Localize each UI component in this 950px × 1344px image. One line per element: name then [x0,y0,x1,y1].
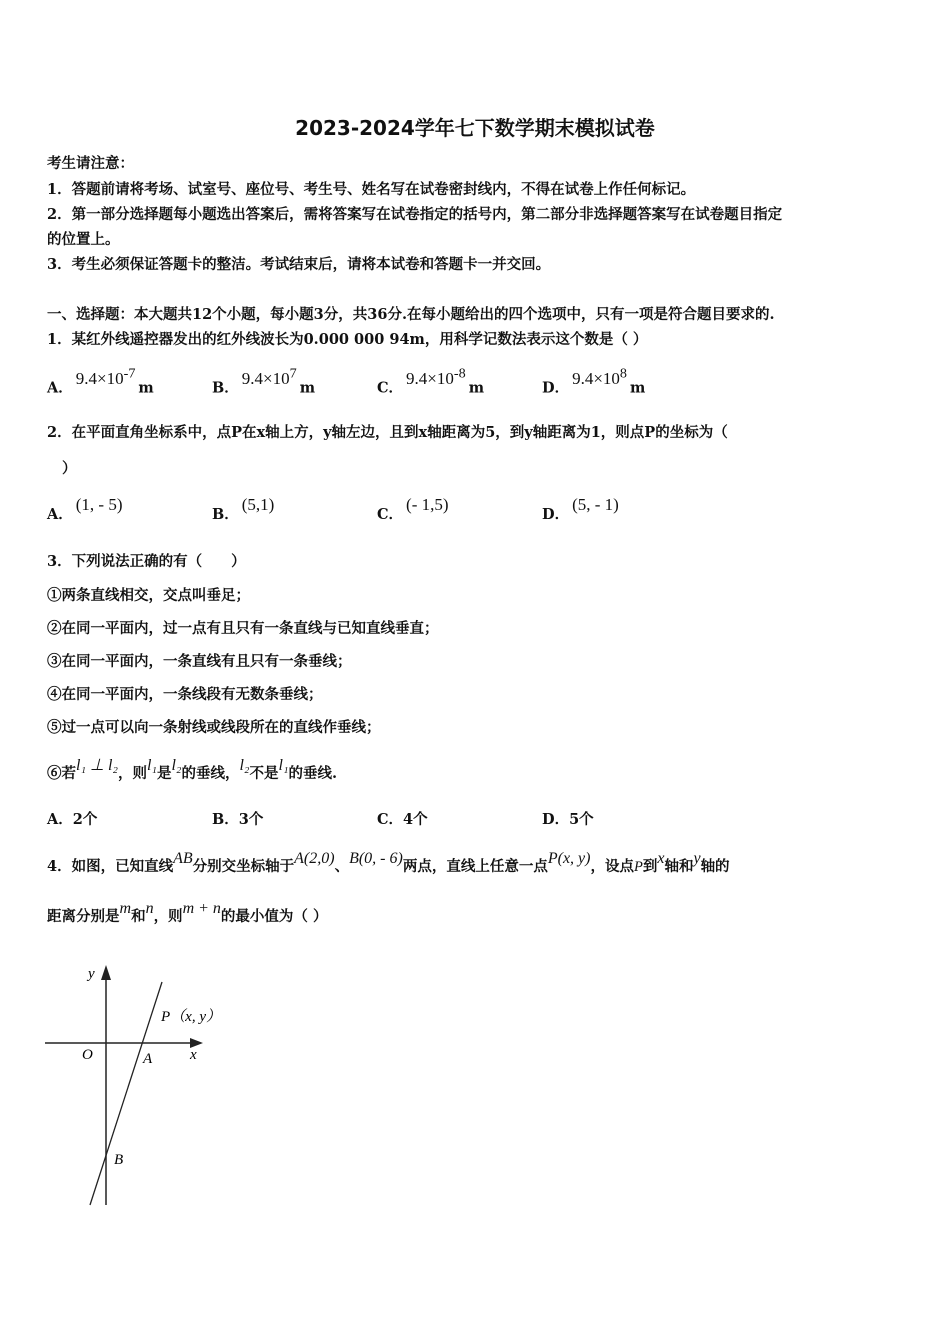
option-a[interactable] [47,808,97,829]
option-unit: m [630,379,646,397]
text: 轴的 [700,858,730,875]
option-value: (- 1,5) [406,495,449,514]
option-label: A． [47,506,73,523]
question-2-stem-end: ） [62,460,77,477]
option-a[interactable] [47,495,126,524]
math-expr: P [633,859,643,875]
math-expr: l₁ [146,757,157,774]
statement-item: ④在同一平面内，一条线段有无数条垂线； [47,686,323,703]
section-heading: 一、选择题：本大题共12个小题，每小题3分，共36分.在每小题给出的四个选项中，只有一项是符合题目要求的. [47,306,775,323]
option-label: B． [212,379,239,397]
option-label: B． [212,506,239,523]
math-expr: A(2,0) [294,850,335,867]
y-axis-arrow-icon [101,965,111,980]
notice-item: 2．第一部分选择题每小题选出答案后，需将答案写在试卷指定的括号内，第二部分非选择题答案写在试卷题目指定 [47,206,783,223]
text: 、 [334,858,350,875]
option-base: 9.4×10 [406,368,454,388]
notice-item: 的位置上。 [47,231,120,248]
math-expr: n [145,900,154,917]
math-expr: m [119,900,132,917]
option-c[interactable] [377,808,428,829]
option-base: 9.4×10 [241,368,290,388]
math-expr: m + n [182,900,221,917]
text: ，则 [117,765,147,782]
option-d[interactable] [542,808,594,829]
math-expr: P(x, y) [547,850,591,867]
option-base: 9.4×10 [75,368,124,388]
option-c[interactable] [377,365,485,398]
text: 距离分别是 [47,908,120,925]
text: ，设点 [590,858,634,875]
y-axis-label: y [88,966,95,982]
notice-heading: 考生请注意： [47,155,134,172]
option-exponent: 7 [289,365,297,381]
option-unit: m [468,379,485,397]
text: 两点，直线上任意一点 [402,858,548,875]
point-p-label: P（x, y） [161,1009,221,1025]
option-value: (1, - 5) [75,495,123,514]
math-expr: l₂ [171,757,182,774]
question-1-stem: 1．某红外线遥控器发出的红外线波长为0.000 000 94m，用科学记数法表示这个数是（ ） [47,331,648,348]
page-title: 2023-2024学年七下数学期末模拟试卷 [295,116,655,140]
option-value: 4个 [403,811,428,828]
option-unit: m [299,379,316,397]
question-4-stem-line-2 [47,900,328,926]
x-axis-label: x [190,1047,197,1063]
text: 和 [131,908,146,925]
text: 的垂线. [288,765,338,782]
math-expr: l₁ ⊥ l₂ [76,757,118,774]
statement-item: ⑤过一点可以向一条射线或线段所在的直线作垂线； [47,719,381,736]
notice-item: 1．答题前请将考场、试室号、座位号、考生号、姓名写在试卷密封线内，不得在试卷上作任何标记。 [47,181,696,198]
option-base: 9.4×10 [572,368,620,388]
option-unit: m [138,379,154,397]
option-label: A． [47,811,73,828]
option-b[interactable] [212,365,316,398]
option-label: C． [377,506,404,523]
math-expr: B(0, - 6) [349,850,403,867]
point-a-label: A [143,1051,153,1067]
option-label: D． [542,506,570,523]
option-value: (5, - 1) [572,495,619,514]
option-c[interactable] [377,495,452,524]
statement-item: ③在同一平面内，一条直线有且只有一条垂线； [47,653,352,670]
option-label: D． [542,811,570,828]
line-ab [90,982,162,1205]
option-label: B． [212,811,239,828]
origin-label: O [82,1047,93,1063]
question-2-stem: 2．在平面直角坐标系中，点P在x轴上方，y轴左边，且到x轴距离为5，到y轴距离为1，则点P的坐标为（ [47,424,728,441]
option-label: A． [47,379,73,397]
math-expr: l₁ [278,757,289,774]
math-expr: AB [173,850,193,867]
question-3-stem: 3．下列说法正确的有（ ） [47,553,246,570]
option-value: 5个 [569,811,594,828]
option-exponent: -7 [123,365,136,381]
math-expr: y [693,850,701,867]
text: 不是 [249,765,279,782]
option-a[interactable] [47,365,154,398]
option-b[interactable] [212,808,263,829]
text: 的垂线， [181,765,240,782]
point-b-label: B [114,1152,124,1168]
coordinate-figure [40,960,260,1220]
option-exponent: 8 [619,365,627,381]
option-value: 2个 [72,811,98,828]
math-expr: l₂ [239,757,250,774]
text: ，则 [153,908,183,925]
option-value: (5,1) [241,495,275,514]
option-exponent: -8 [453,365,466,381]
option-d[interactable] [542,365,646,398]
text: 到 [642,858,658,875]
question-4-stem-line-1 [47,850,730,876]
text: 分别交坐标轴于 [192,858,295,875]
notice-item: 3．考生必须保证答题卡的整洁。考试结束后，请将本试卷和答题卡一并交回。 [47,256,551,273]
option-value: 3个 [238,811,264,828]
option-b[interactable] [212,495,277,524]
statement-item: ①两条直线相交，交点叫垂足； [47,587,250,604]
option-label: D． [542,379,570,397]
text: ⑥若 [47,765,76,782]
text: 的最小值为（ ） [220,908,328,925]
text: 轴和 [664,858,694,875]
option-label: C． [377,811,404,828]
text: 是 [156,765,172,782]
text: 4．如图，已知直线 [47,858,174,875]
statement-item-6 [47,757,338,783]
option-label: C． [377,379,404,397]
option-d[interactable] [542,495,622,524]
statement-item: ②在同一平面内，过一点有且只有一条直线与已知直线垂直； [47,620,439,637]
math-expr: x [657,850,665,867]
